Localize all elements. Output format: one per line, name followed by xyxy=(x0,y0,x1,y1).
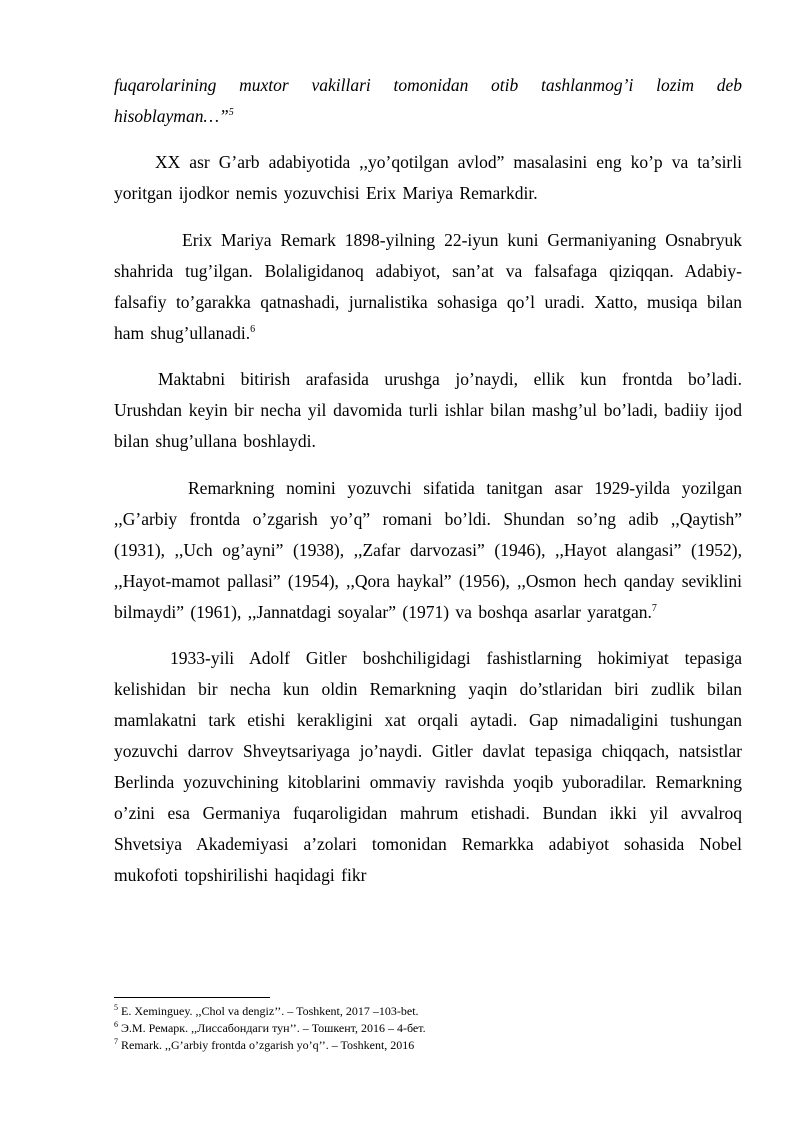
paragraph-exile xyxy=(114,643,742,891)
footnote-item xyxy=(114,1003,742,1020)
footnote-text: Э.М. Ремарк. ,,Лиссабондаги тун’’. – Тошкент, 2016 – 4-бет. xyxy=(121,1021,426,1035)
paragraph-text: fuqarolarining muxtor vakillari tomonidan otib tashlanmog’i lozim deb hisoblayman…” xyxy=(114,75,742,126)
paragraph-works xyxy=(114,473,742,628)
paragraph-war xyxy=(114,364,742,457)
paragraph-text: 1933-yili Adolf Gitler boshchiligidagi fashistlarning hokimiyat tepasiga kelishidan bir necha kun oldin Remarkning yaqin do’stlaridan biri zudlik bilan mamlakatni tark etishi kerakligini xat orqali aytadi. Gap nimadaligini tushungan yozuvchi darrov Shveytsariyaga jo’naydi. Gitler davlat tepasiga chiqqach, natsistlar Berlinda yozuvchining kitoblarini ommaviy ravishda yoqib yuboradilar. Remarkning o’zini esa Germaniya fuqaroligidan mahrum etishadi. Bundan ikki yil avvalroq Shvetsiya Akademiyasi a’zolari tomonidan Remarkka adabiyot sohasida Nobel mukofoti topshirilishi haqidagi fikr xyxy=(114,648,742,885)
paragraph-text: Maktabni bitirish arafasida urushga jo’naydi, ellik kun frontda bo’ladi. Urushdan keyin bir necha yil davomida turli ishlar bilan mashg’ul bo’ladi, badiiy ijod bilan shug’ullana boshlaydi. xyxy=(114,369,742,451)
footnote-number: 6 xyxy=(114,1020,118,1029)
paragraph-quote-ending xyxy=(114,70,742,132)
footnote-text: E. Xeminguey. ,,Chol va dengiz’’. – Toshkent, 2017 –103-bet. xyxy=(121,1004,419,1018)
paragraph-text: Remarkning nomini yozuvchi sifatida tanitgan asar 1929-yilda yozilgan ,,G’arbiy frontda o’zgarish yo’q” romani bo’ldi. Shundan so’ng adib ,,Qaytish” (1931), ,,Uch og’ayni” (1938), ,,Zafar darvozasi” (1946), ,,Hayot alangasi” (1952), ,,Hayot-mamot pallasi” (1954), ,,Qora haykal” (1956), ,,Osmon hech qanday seviklini bilmaydi” (1961), ,,Jannatdagi soyalar” (1971) va boshqa asarlar yaratgan. xyxy=(114,478,742,622)
paragraph-text: XX asr G’arb adabiyotida ,,yo’qotilgan avlod” masalasini eng ko’p va ta’sirli yoritgan ijodkor nemis yozuvchisi Erix Mariya Remarkdir. xyxy=(114,152,742,203)
paragraph-text: Erix Mariya Remark 1898-yilning 22-iyun kuni Germaniyaning Osnabryuk shahrida tug’ilgan. Bolaligidanoq adabiyot, san’at va falsafaga qiziqqan. Adabiy-falsafiy to’garakka qatnashadi, jurnalistika sohasiga qo’l uradi. Xatto, musiqa bilan ham shug’ullanadi. xyxy=(114,230,742,343)
footnote-item xyxy=(114,1037,742,1054)
footnote-ref[interactable]: 6 xyxy=(250,324,256,336)
footnotes xyxy=(114,1003,742,1054)
footnote-number: 5 xyxy=(114,1003,118,1012)
paragraph-biography xyxy=(114,225,742,349)
paragraph-lost-generation xyxy=(114,147,742,209)
footnote-item xyxy=(114,1020,742,1037)
page-body xyxy=(114,70,742,891)
footnote-ref[interactable]: 7 xyxy=(651,603,657,615)
footnote-text: Remark. ,,G’arbiy frontda o’zgarish yo’q’’. – Toshkent, 2016 xyxy=(121,1038,415,1052)
footnote-separator xyxy=(114,997,270,998)
footnote-number: 7 xyxy=(114,1037,118,1046)
footnote-ref[interactable]: 5 xyxy=(228,107,234,119)
